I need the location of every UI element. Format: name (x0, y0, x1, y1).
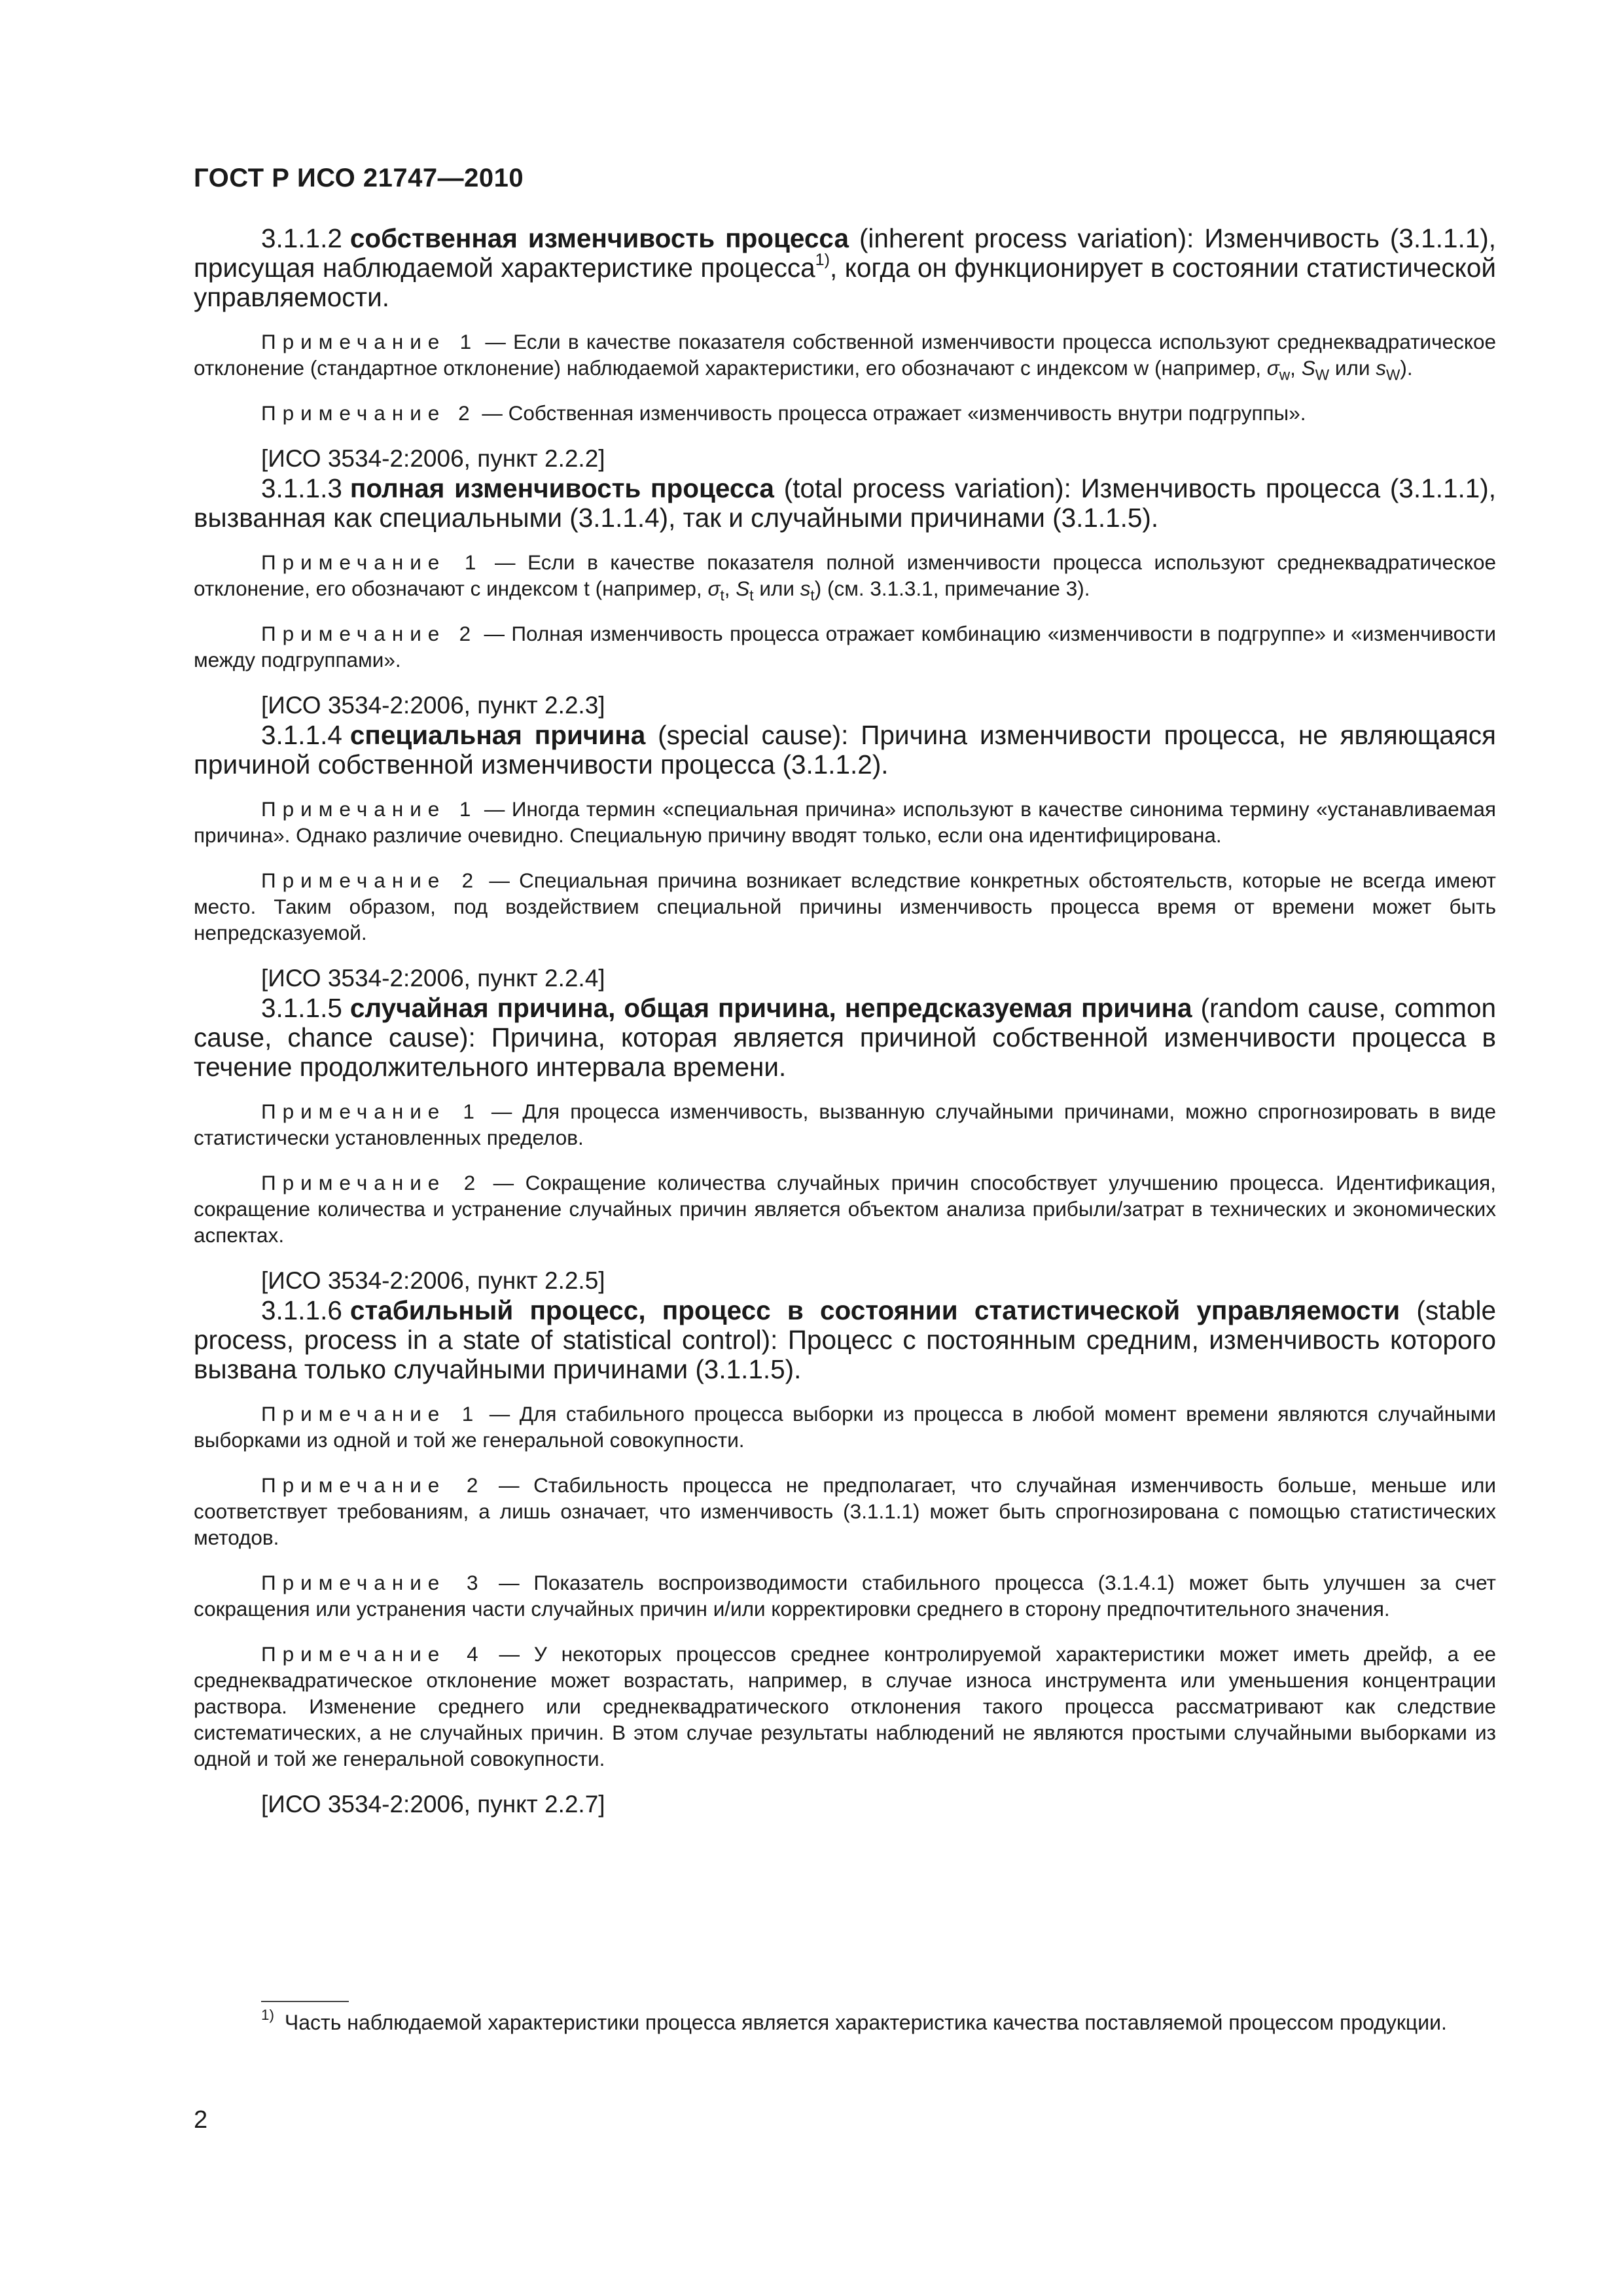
definition-text: (inherent process variation): Изменчивость (3.1.1.1), присущая наблюдаемой характеристике процесса (194, 223, 1496, 283)
note: Примечание 1 — Если в качестве показателя полной изменчивости процесса используют среднеквадратическое отклонение, его обозначают с индексом t (например, $\sigma_t$, $S_t$ или $s_t$) (см. 3.1.3.1, примечание 3). (194, 550, 1496, 604)
note-label: Примечание 2 (261, 401, 476, 425)
source-reference: [ИСО 3534-2:2006, пункт 2.2.7] (261, 1791, 605, 1818)
definition-3-1-1-4 (194, 721, 1496, 780)
note-label: Примечание 1 (261, 550, 483, 574)
definition-3-1-1-2 (194, 224, 1496, 312)
definition-text: (special cause): Причина изменчивости процесса, не являющаяся причиной собственной изменчивости процесса (3.1.1.2). (194, 720, 1496, 780)
term: полная изменчивость процесса (349, 473, 774, 503)
note: Примечание 1 — Для стабильного процесса выборки из процесса в любой момент времени являются случайными выборками из одной и той же генеральной совокупности. (194, 1402, 1496, 1452)
term: специальная причина (349, 720, 646, 750)
source-reference: [ИСО 3534-2:2006, пункт 2.2.3] (261, 692, 605, 719)
definition-3-1-1-3 (194, 474, 1496, 533)
note: Примечание 1 — Для процесса изменчивость, вызванную случайными причинами, можно спрогнозировать в виде статистически установленных пределов. (194, 1100, 1496, 1149)
clause-number: 3.1.1.4 (261, 720, 342, 750)
document-body (194, 224, 1496, 1820)
note: Примечание 2 — Сокращение количества случайных причин способствует улучшению процесса. Идентификация, сокращение количества и устранение случайных причин является объектом анализа прибыли/затрат в технических и экономических аспектах. (194, 1171, 1496, 1247)
definition-text: (random cause, common cause, chance cause): Причина, которая является причиной собственной изменчивости процесса в течение продолжительного интервала времени. (194, 993, 1496, 1082)
note-label: Примечание 2 (261, 622, 478, 645)
clause-number: 3.1.1.2 (261, 223, 342, 253)
note: Примечание 4 — У некоторых процессов среднее контролируемой характеристики может иметь дрейф, а ее среднеквадратическое отклонение может возрастать, например, в случае износа инструмента или уменьшения концентрации раствора. Изменение среднего или среднеквадратического отклонения такого процесса рассматривают как следствие систематических, а не случайных причин. В этом случае результаты наблюдений не являются простыми случайными выборками из одной и той же генеральной совокупности. (194, 1642, 1496, 1770)
term: собственная изменчивость процесса (349, 223, 849, 253)
note-label: Примечание 3 (261, 1571, 485, 1594)
note: Примечание 2 — Стабильность процесса не предполагает, что случайная изменчивость больше, меньше или соответствует требованиям, а лишь означает, что изменчивость (3.1.1.1) может быть спрогнозирована с помощью статистических методов. (194, 1473, 1496, 1549)
clause-number: 3.1.1.5 (261, 993, 342, 1023)
clause-number: 3.1.1.6 (261, 1295, 342, 1325)
note-label: Примечание 1 (261, 797, 478, 821)
footnote-text: Часть наблюдаемой характеристики процесса является характеристика качества поставляемой процессом продукции. (284, 2011, 1447, 2034)
clause-number: 3.1.1.3 (261, 473, 342, 503)
note-label: Примечание 2 (261, 1473, 485, 1497)
note: Примечание 3 — Показатель воспроизводимости стабильного процесса (3.1.4.1) может быть улучшен за счет сокращения или устранения части случайных причин и/или корректировки среднего в сторону предпочтительного значения. (194, 1571, 1496, 1621)
term: случайная причина, общая причина, непредсказуемая причина (349, 993, 1192, 1023)
note-label: Примечание 2 (261, 1171, 482, 1194)
source-reference: [ИСО 3534-2:2006, пункт 2.2.5] (261, 1267, 605, 1294)
term: стабильный процесс, процесс в состоянии статистической управляемости (349, 1295, 1400, 1325)
note-label: Примечание 1 (261, 330, 478, 353)
definition-text: (stable process, process in a state of statistical control): Процесс с постоянным средним, изменчивость которого вызвана только случайными причинами (3.1.1.5). (194, 1295, 1496, 1384)
note-label: Примечание 1 (261, 1402, 480, 1426)
source-reference: [ИСО 3534-2:2006, пункт 2.2.4] (261, 965, 605, 992)
definition-text: (total process variation): Изменчивость процесса (3.1.1.1), вызванная как специальными (3.1.1.4), так и случайными причинами (3.1.1.5). (194, 473, 1496, 533)
note-label: Примечание 2 (261, 869, 480, 892)
note: Примечание 1 — Если в качестве показателя собственной изменчивости процесса используют среднеквадратическое отклонение (стандартное отклонение) наблюдаемой характеристики, его обозначают с индексом w (например, $\sigma_w$, $S_W$ или $s_W$). (194, 330, 1496, 384)
note-label: Примечание 4 (261, 1642, 485, 1666)
note: Примечание 2 — Полная изменчивость процесса отражает комбинацию «изменчивости в подгруппе» и «изменчивости между подгруппами». (194, 622, 1496, 672)
source-reference: [ИСО 3534-2:2006, пункт 2.2.2] (261, 445, 605, 472)
definition-3-1-1-6 (194, 1296, 1496, 1384)
footnote (194, 2008, 1496, 2037)
footnote-ref: 1) (815, 250, 830, 269)
definition-text-cont: , когда он функционирует в состоянии статистической управляемости. (194, 253, 1496, 312)
note: Примечание 1 — Иногда термин «специальная причина» используют в качестве синонима термину «устанавливаемая причина». Однако различие очевидно. Специальную причину вводят только, если она идентифицирована. (194, 797, 1496, 847)
footnote-marker: 1) (261, 2006, 274, 2023)
note-label: Примечание 1 (261, 1100, 481, 1123)
footnote-separator (261, 2001, 349, 2002)
note: Примечание 2 — Специальная причина возникает вследствие конкретных обстоятельств, которые не всегда имеют место. Таким образом, под воздействием специальной причины изменчивость процесса время от времени может быть непредсказуемой. (194, 869, 1496, 944)
note: Примечание 2 — Собственная изменчивость процесса отражает «изменчивость внутри подгруппы». (261, 401, 1306, 425)
page-number: 2 (194, 2106, 208, 2134)
definition-3-1-1-5 (194, 994, 1496, 1082)
document-header: ГОСТ Р ИСО 21747—2010 (194, 164, 524, 192)
